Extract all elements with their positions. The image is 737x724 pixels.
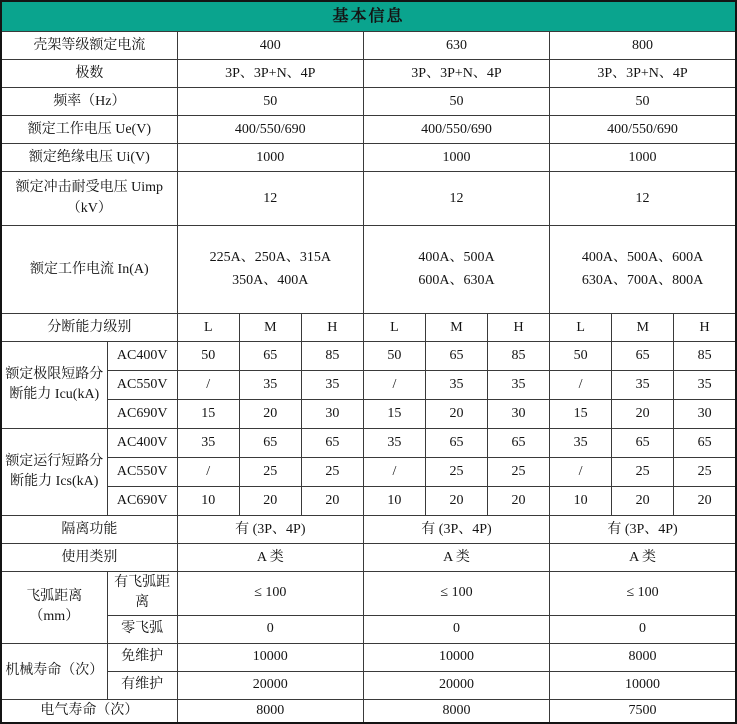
table-row — [1, 400, 736, 429]
value-cell: 3P、3P+N、4P — [177, 60, 363, 88]
table-row — [1, 88, 736, 116]
row-label-arc-distance: 飞弧距离（mm） — [1, 572, 107, 644]
row-label-in-current: 额定工作电流 In(A) — [1, 226, 177, 314]
value-cell: 85 — [488, 342, 550, 371]
value-cell — [363, 226, 549, 314]
row-label-elec-life: 电气寿命（次） — [1, 699, 177, 723]
value-cell: 30 — [301, 400, 363, 429]
value-cell: 35 — [612, 371, 674, 400]
value-line: 225A、250A、315A — [209, 250, 331, 266]
value-cell: ≤ 100 — [363, 572, 549, 616]
value-cell: 10 — [177, 487, 239, 516]
table-row — [1, 643, 736, 671]
value-cell: 35 — [488, 371, 550, 400]
value-cell: 10000 — [177, 643, 363, 671]
table-row — [1, 371, 736, 400]
value-cell: / — [177, 371, 239, 400]
value-cell: 0 — [550, 615, 736, 643]
value-cell: 65 — [239, 342, 301, 371]
value-cell: 35 — [177, 429, 239, 458]
table-row — [1, 699, 736, 723]
value-cell: 630 — [363, 32, 549, 60]
table-row — [1, 342, 736, 371]
value-line: 350A、400A — [232, 272, 309, 288]
value-cell: 25 — [425, 458, 487, 487]
value-cell: / — [177, 458, 239, 487]
grade-cell: L — [177, 314, 239, 342]
value-cell: 20 — [301, 487, 363, 516]
value-cell: 800 — [550, 32, 736, 60]
value-cell: 400/550/690 — [363, 116, 549, 144]
grade-cell: H — [674, 314, 736, 342]
value-line: 600A、630A — [418, 272, 495, 288]
row-label-ue: 额定工作电压 Ue(V) — [1, 116, 177, 144]
value-cell: 65 — [301, 429, 363, 458]
sub-label-ac550v: AC550V — [107, 458, 177, 487]
value-cell: 35 — [363, 429, 425, 458]
value-cell: 1000 — [550, 144, 736, 172]
value-cell: 12 — [550, 172, 736, 226]
table-header-row — [1, 1, 736, 32]
value-cell — [177, 226, 363, 314]
row-label-ics: 额定运行短路分断能力 Ics(kA) — [1, 429, 107, 516]
table-row — [1, 144, 736, 172]
value-cell: ≤ 100 — [550, 572, 736, 616]
value-cell: 25 — [301, 458, 363, 487]
value-cell: 20 — [488, 487, 550, 516]
table-row — [1, 671, 736, 699]
value-cell: 65 — [425, 342, 487, 371]
value-cell: 25 — [612, 458, 674, 487]
value-cell: 0 — [363, 615, 549, 643]
value-cell: 15 — [177, 400, 239, 429]
row-label-grade: 分断能力级别 — [1, 314, 177, 342]
sub-label-maintenance-free: 免维护 — [107, 643, 177, 671]
row-label-uimp: 额定冲击耐受电压 Uimp（kV） — [1, 172, 177, 226]
value-cell: 0 — [177, 615, 363, 643]
table-row — [1, 516, 736, 544]
value-cell: 85 — [674, 342, 736, 371]
table-row — [1, 32, 736, 60]
value-cell: 20000 — [363, 671, 549, 699]
value-cell: 30 — [674, 400, 736, 429]
value-cell: 7500 — [550, 699, 736, 723]
sub-label-arc-yes: 有飞弧距离 — [107, 572, 177, 616]
sub-label-ac400v: AC400V — [107, 429, 177, 458]
value-cell: 50 — [550, 88, 736, 116]
value-cell: 8000 — [363, 699, 549, 723]
value-cell: 35 — [301, 371, 363, 400]
value-cell: 65 — [612, 429, 674, 458]
value-cell: 1000 — [363, 144, 549, 172]
value-cell: 10000 — [363, 643, 549, 671]
value-cell: A 类 — [177, 544, 363, 572]
table-row — [1, 615, 736, 643]
value-cell: 65 — [488, 429, 550, 458]
value-cell: 85 — [301, 342, 363, 371]
table-row — [1, 226, 736, 314]
value-cell: 65 — [612, 342, 674, 371]
value-cell: 10000 — [550, 671, 736, 699]
value-cell: 20 — [612, 487, 674, 516]
row-label-mech-life: 机械寿命（次） — [1, 643, 107, 699]
row-label-poles: 极数 — [1, 60, 177, 88]
row-label-icu: 额定极限短路分断能力 Icu(kA) — [1, 342, 107, 429]
value-cell: 400/550/690 — [177, 116, 363, 144]
value-cell: / — [363, 371, 425, 400]
value-cell: 20 — [239, 400, 301, 429]
value-cell: 400 — [177, 32, 363, 60]
value-cell: 25 — [488, 458, 550, 487]
row-label-frequency: 频率（Hz） — [1, 88, 177, 116]
value-cell: 30 — [488, 400, 550, 429]
sub-label-ac690v: AC690V — [107, 487, 177, 516]
value-cell: 15 — [550, 400, 612, 429]
value-cell: 50 — [363, 342, 425, 371]
value-cell: A 类 — [363, 544, 549, 572]
value-cell: 50 — [363, 88, 549, 116]
grade-cell: L — [363, 314, 425, 342]
value-cell: 12 — [363, 172, 549, 226]
value-cell: 35 — [239, 371, 301, 400]
sub-label-with-maintenance: 有维护 — [107, 671, 177, 699]
grade-cell: H — [301, 314, 363, 342]
sub-label-ac400v: AC400V — [107, 342, 177, 371]
value-cell — [550, 226, 736, 314]
value-cell: A 类 — [550, 544, 736, 572]
value-cell: 20 — [425, 400, 487, 429]
value-line: 630A、700A、800A — [581, 272, 704, 288]
grade-cell: H — [488, 314, 550, 342]
value-cell: 65 — [425, 429, 487, 458]
table-row — [1, 458, 736, 487]
value-cell: 65 — [674, 429, 736, 458]
value-cell: 25 — [674, 458, 736, 487]
value-cell: 15 — [363, 400, 425, 429]
value-cell: 有 (3P、4P) — [363, 516, 549, 544]
value-cell: 8000 — [177, 699, 363, 723]
row-label-category: 使用类别 — [1, 544, 177, 572]
value-cell: 35 — [550, 429, 612, 458]
value-cell: / — [550, 371, 612, 400]
grade-cell: M — [612, 314, 674, 342]
table-row — [1, 116, 736, 144]
value-cell: 35 — [674, 371, 736, 400]
value-cell: 50 — [177, 88, 363, 116]
row-label-isolation: 隔离功能 — [1, 516, 177, 544]
value-cell: 有 (3P、4P) — [177, 516, 363, 544]
value-cell: 25 — [239, 458, 301, 487]
table-row — [1, 544, 736, 572]
sub-label-arc-zero: 零飞弧 — [107, 615, 177, 643]
value-cell: 20 — [239, 487, 301, 516]
value-cell: 8000 — [550, 643, 736, 671]
value-cell: 3P、3P+N、4P — [363, 60, 549, 88]
value-line: 400A、500A、600A — [581, 250, 704, 266]
value-cell: 20 — [612, 400, 674, 429]
value-cell: 1000 — [177, 144, 363, 172]
table-row — [1, 172, 736, 226]
table-title: 基本信息 — [1, 1, 736, 32]
sub-label-ac690v: AC690V — [107, 400, 177, 429]
value-cell: 20 — [425, 487, 487, 516]
value-cell: 35 — [425, 371, 487, 400]
value-line: 400A、500A — [418, 250, 495, 266]
value-cell: 400/550/690 — [550, 116, 736, 144]
sub-label-ac550v: AC550V — [107, 371, 177, 400]
grade-cell: M — [239, 314, 301, 342]
table-row — [1, 60, 736, 88]
value-cell: ≤ 100 — [177, 572, 363, 616]
value-cell: 20 — [674, 487, 736, 516]
table-row — [1, 429, 736, 458]
grade-cell: L — [550, 314, 612, 342]
value-cell: 3P、3P+N、4P — [550, 60, 736, 88]
value-cell: 20000 — [177, 671, 363, 699]
value-cell: 12 — [177, 172, 363, 226]
row-label-frame-current: 壳架等级额定电流 — [1, 32, 177, 60]
value-cell: 50 — [177, 342, 239, 371]
value-cell: 65 — [239, 429, 301, 458]
table-row — [1, 314, 736, 342]
value-cell: / — [550, 458, 612, 487]
table-row — [1, 572, 736, 616]
value-cell: / — [363, 458, 425, 487]
value-cell: 10 — [363, 487, 425, 516]
value-cell: 10 — [550, 487, 612, 516]
value-cell: 有 (3P、4P) — [550, 516, 736, 544]
value-cell: 50 — [550, 342, 612, 371]
grade-cell: M — [425, 314, 487, 342]
table-row — [1, 487, 736, 516]
row-label-ui: 额定绝缘电压 Ui(V) — [1, 144, 177, 172]
